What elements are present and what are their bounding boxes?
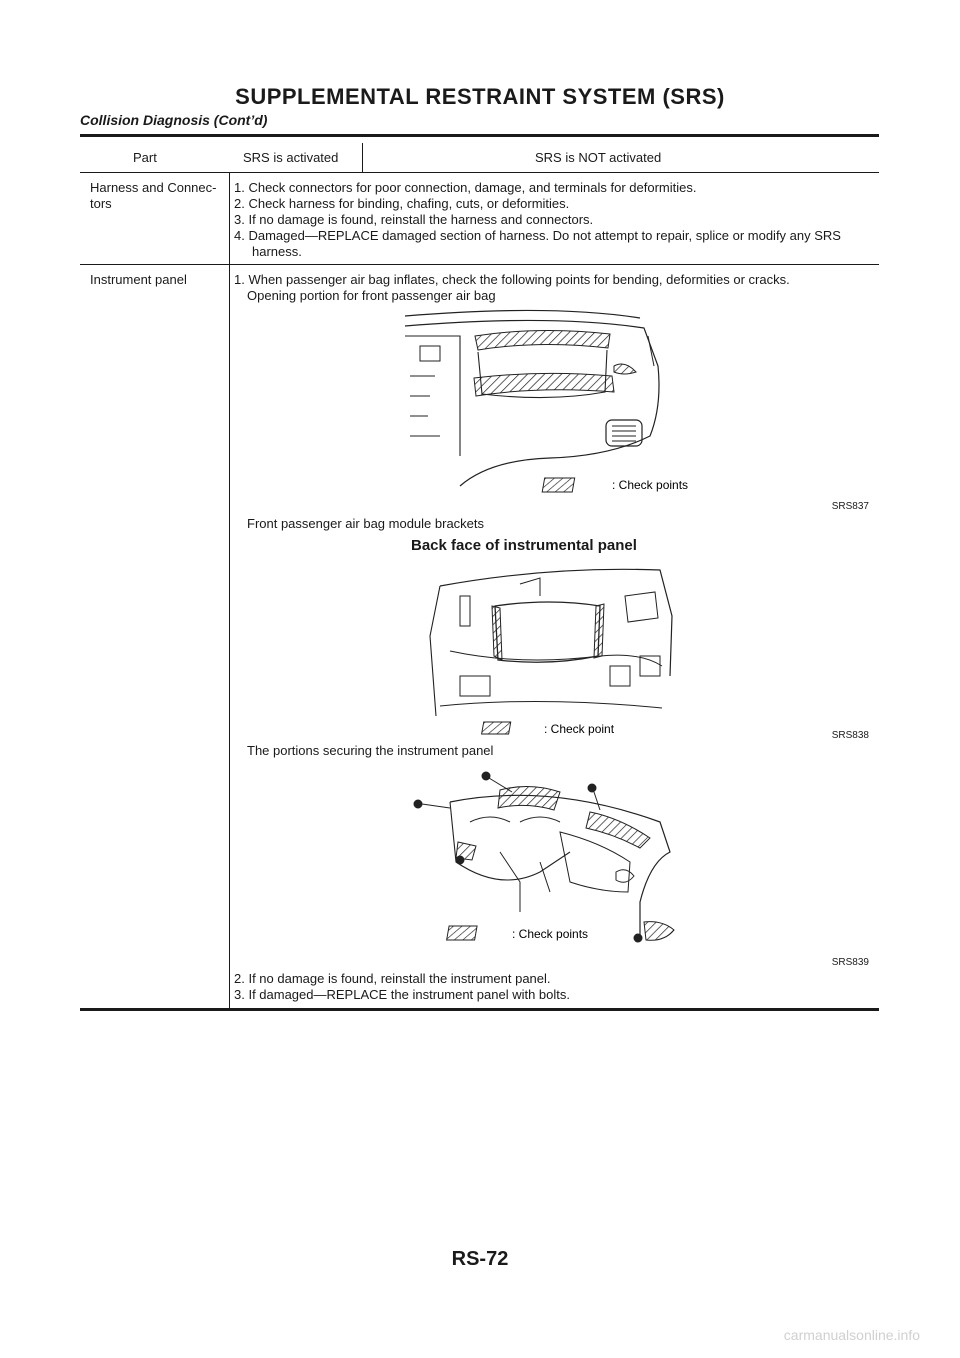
row2-step-1: 1. When passenger air bag inflates, check the following points for bending, deformities or cracks. xyxy=(234,272,790,287)
row1-step-3: 3. If no damage is found, reinstall the harness and connectors. xyxy=(234,212,594,227)
row1-part: Harness and Connec- tors xyxy=(90,180,217,211)
caption-opening-portion: Opening portion for front passenger air bag xyxy=(247,288,496,303)
caption-module-brackets: Front passenger air bag module brackets xyxy=(247,516,485,531)
figure-back-face xyxy=(400,556,700,736)
column-divider xyxy=(229,172,230,1009)
figure-securing-portions xyxy=(400,762,690,952)
header-divider xyxy=(362,143,363,172)
fig2-legend-label: : Check point xyxy=(544,722,615,736)
back-face-illustration xyxy=(400,556,700,736)
page-subtitle: Collision Diagnosis (Cont’d) xyxy=(80,112,268,128)
table-bottom-rule xyxy=(80,1008,879,1011)
col-header-part: Part xyxy=(133,150,157,165)
fig3-legend-label: : Check points xyxy=(512,927,589,941)
page-number: RS-72 xyxy=(451,1248,509,1270)
row-divider xyxy=(80,264,879,265)
row1-step-1: 1. Check connectors for poor connection, damage, and terminals for deformities. xyxy=(234,180,697,195)
fig2-code: SRS838 xyxy=(831,730,869,741)
row2-part: Instrument panel xyxy=(90,272,187,287)
instrument-panel-illustration xyxy=(400,762,690,952)
fig1-code: SRS837 xyxy=(831,501,869,512)
legend-check-points-3 xyxy=(447,926,588,941)
col-header-not-activated: SRS is NOT activated xyxy=(535,150,662,165)
legend-check-point-2 xyxy=(482,722,615,736)
row2-step-3: 3. If damaged—REPLACE the instrument panel with bolts. xyxy=(234,987,571,1002)
fig3-code: SRS839 xyxy=(831,957,869,968)
row1-steps xyxy=(234,180,874,260)
legend-check-points-1 xyxy=(542,478,688,492)
header-rule xyxy=(80,134,879,137)
fig2-heading: Back face of instrumental panel xyxy=(411,537,637,554)
watermark: carmanualsonline.info xyxy=(783,1327,920,1343)
row1-step-2: 2. Check harness for binding, chafing, cuts, or deformities. xyxy=(234,196,570,211)
caption-securing-portions: The portions securing the instrument panel xyxy=(247,743,494,758)
table-header-rule xyxy=(80,172,879,173)
page-title: SUPPLEMENTAL RESTRAINT SYSTEM (SRS) xyxy=(235,84,725,109)
fig1-legend-label: : Check points xyxy=(612,478,689,492)
col-header-activated: SRS is activated xyxy=(243,150,339,165)
figure-opening-portion xyxy=(400,306,700,496)
dashboard-illustration xyxy=(400,306,700,496)
row2-step-2: 2. If no damage is found, reinstall the instrument panel. xyxy=(234,971,551,986)
row1-step-4: 4. Damaged—REPLACE damaged section of harness. Do not attempt to repair, splice or modify any SRS harness. xyxy=(234,228,841,259)
